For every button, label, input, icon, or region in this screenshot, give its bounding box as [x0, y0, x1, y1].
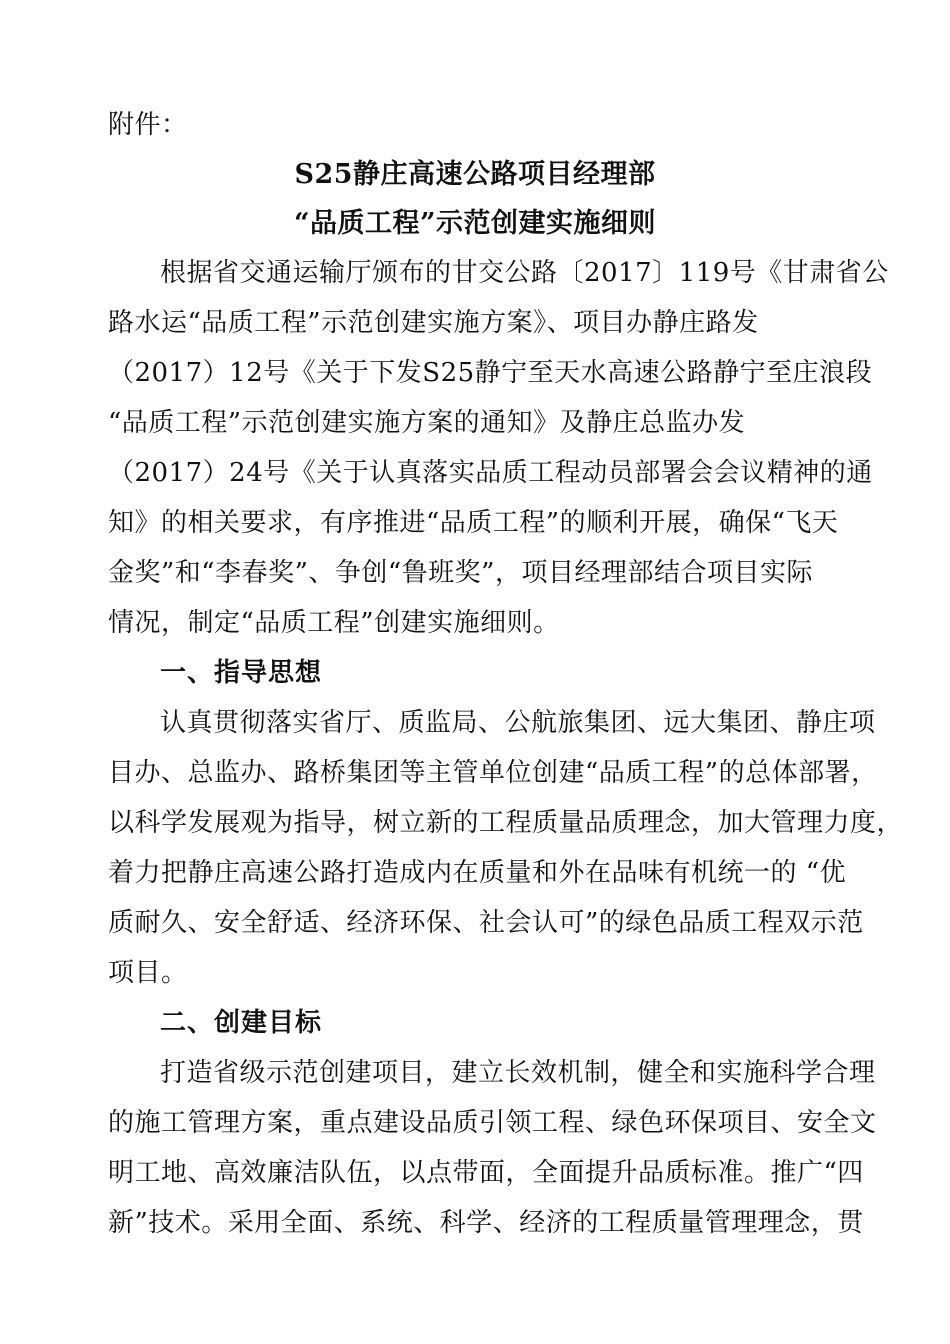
section1-line: 着力把静庄高速公路打造成内在质量和外在品味有机统一的 “优: [108, 858, 847, 888]
section-heading-guiding-thought: 一、指导思想: [160, 658, 323, 688]
intro-line: 情况，制定“品质工程”创建实施细则。: [108, 608, 560, 638]
section1-line: 认真贯彻落实省厅、质监局、公航旅集团、远大集团、静庄项: [160, 708, 876, 738]
attachment-label: 附件：: [108, 110, 188, 140]
section2-line: 的施工管理方案，重点建设品质引领工程、绿色环保项目、安全文: [108, 1108, 877, 1138]
section1-line: 质耐久、安全舒适、经济环保、社会认可”的绿色品质工程双示范: [108, 908, 864, 938]
intro-line: （2017）24号《关于认真落实品质工程动员部署会会议精神的通: [108, 458, 873, 488]
section1-line: 项目。: [108, 958, 188, 988]
document-title-line1: S25静庄高速公路项目经理部: [294, 159, 656, 190]
intro-line: （2017）12号《关于下发S25静宁至天水高速公路静宁至庄浪段: [108, 358, 873, 388]
intro-line: 根据省交通运输厅颁布的甘交公路〔2017〕119号《甘肃省公: [160, 258, 889, 288]
intro-line: 路水运“品质工程”示范创建实施方案》、项目办静庄路发: [108, 308, 759, 338]
section1-line: 目办、总监办、路桥集团等主管单位创建“品质工程”的总体部署，: [108, 758, 878, 788]
section1-line: 以科学发展观为指导，树立新的工程质量品质理念，加大管理力度，: [108, 808, 904, 838]
section2-line: 打造省级示范创建项目，建立长效机制，健全和实施科学合理: [160, 1058, 876, 1088]
section-heading-goals: 二、创建目标: [160, 1008, 323, 1038]
intro-line: 金奖”和“李春奖”、争创“鲁班奖”，项目经理部结合项目实际: [108, 558, 813, 588]
section2-line: 新”技术。采用全面、系统、科学、经济的工程质量管理理念，贯: [108, 1208, 864, 1238]
intro-line: “品质工程”示范创建实施方案的通知》及静庄总监办发: [108, 408, 746, 438]
intro-line: 知》的相关要求，有序推进“品质工程”的顺利开展，确保“飞天: [108, 508, 839, 538]
section2-line: 明工地、高效廉洁队伍，以点带面，全面提升品质标准。推广“四: [108, 1158, 864, 1188]
document-title-line2: “品质工程”示范创建实施细则: [293, 208, 657, 239]
